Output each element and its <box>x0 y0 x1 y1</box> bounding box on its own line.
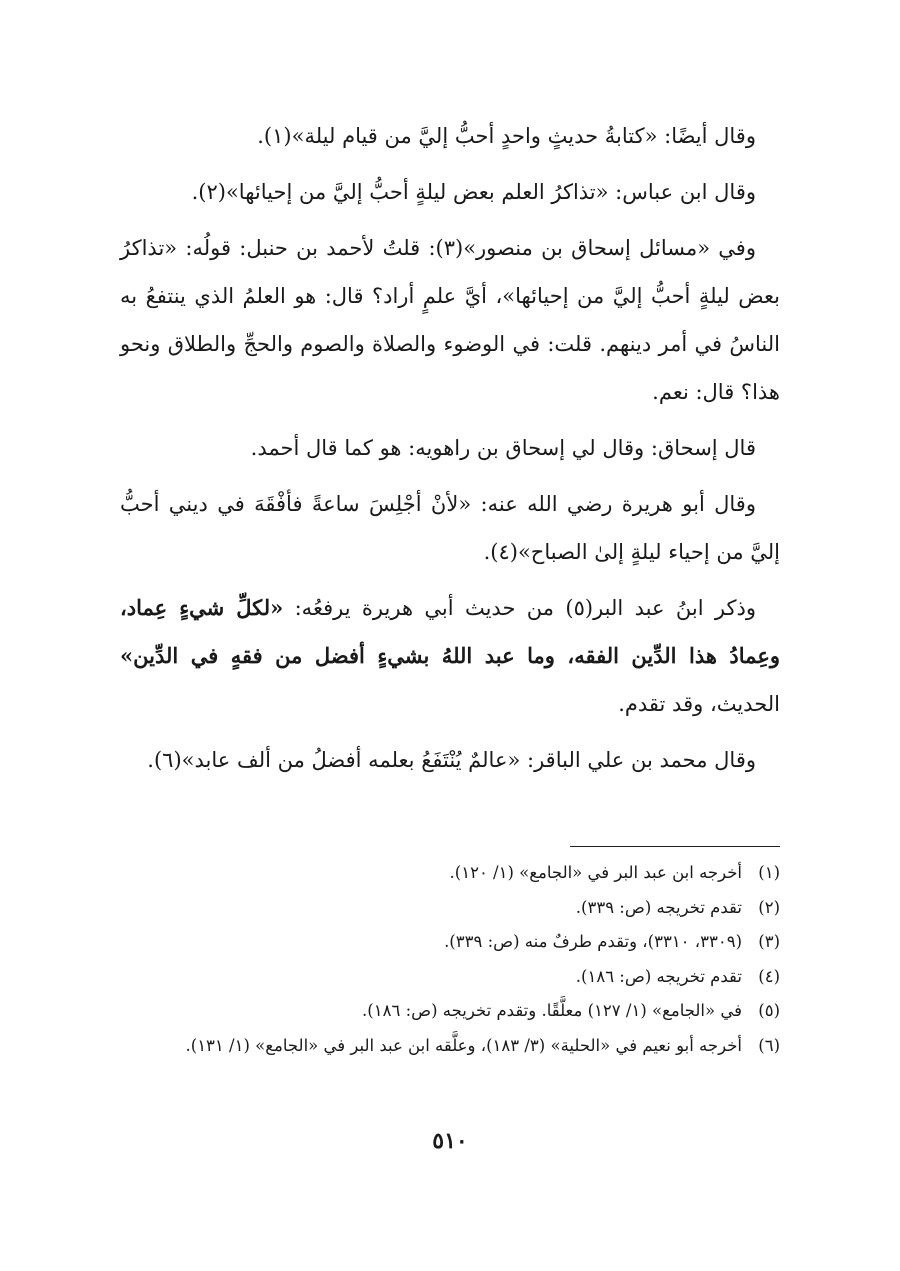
paragraph-4 <box>120 424 780 472</box>
paragraph-text: وقال محمد بن علي الباقر: «عالمٌ يُنْتَفَعُ بعلمه أفضلُ من ألف عابد»(٦). <box>147 748 756 772</box>
paragraph-text: الحديث، وقد تقدم. <box>618 692 780 716</box>
paragraph-text: قال إسحاق: وقال لي إسحاق بن راهويه: هو كما قال أحمد. <box>250 436 756 460</box>
paragraph-6 <box>120 584 780 728</box>
page-number: ٥١٠ <box>432 1128 468 1154</box>
footnote-6 <box>120 1029 780 1064</box>
footnote-text: أخرجه ابن عبد البر في «الجامع» (١/ ١٢٠). <box>449 863 742 882</box>
footnote-text: تقدم تخريجه (ص: ٣٣٩). <box>575 897 742 917</box>
paragraph-text: وقال أبو هريرة رضي الله عنه: «لأنْ أجْلِسَ ساعةً فأفْقَهَ في ديني أحبُّ إليَّ من إحياء ليلةٍ إلىٰ الصباح»(٤). <box>120 492 780 564</box>
footnote-1 <box>120 856 780 891</box>
footnote-5 <box>120 994 780 1029</box>
paragraph-text: وفي «مسائل إسحاق بن منصور»(٣): قلتُ لأحمد بن حنبل: قولُه: «تذاكرُ بعض ليلةٍ أحبُّ إليَّ من إحيائها»، أيَّ علمٍ أراد؟ قال: هو العلمُ الذي ينتفعُ به الناسُ في أمر دينهم. قلت: في الوضوء والصلاة والصوم والحجِّ والطلاق ونحو هذا؟ قال: نعم. <box>120 236 780 404</box>
paragraph-text: وقال ابن عباس: «تذاكرُ العلم بعض ليلةٍ أحبُّ إليَّ من إحيائها»(٢). <box>191 180 756 204</box>
footnote-2 <box>120 891 780 926</box>
paragraph-7 <box>120 736 780 784</box>
paragraph-2 <box>120 168 780 216</box>
paragraph-5 <box>120 480 780 576</box>
footnote-number: (١) <box>758 863 780 882</box>
paragraph-1 <box>120 112 780 160</box>
footnote-text: تقدم تخريجه (ص: ١٨٦). <box>575 966 742 986</box>
footnotes <box>120 856 780 1063</box>
footnote-text: أخرجه أبو نعيم في «الحلية» (٣/ ١٨٣)، وعلَّقه ابن عبد البر في «الجامع» (١/ ١٣١). <box>185 1035 742 1055</box>
footnote-number: (٣) <box>758 932 780 951</box>
hadith-quote: «لكلِّ شيءٍ عِماد، وعِمادُ هذا الدِّين الفقه، وما عبد اللهُ بشيءٍ أفضل من فقهٍ في الدِّين» <box>120 595 780 668</box>
footnote-text: في «الجامع» (١/ ١٢٧) معلَّقًا. وتقدم تخريجه (ص: ١٨٦). <box>362 1001 742 1020</box>
footnote-separator <box>570 846 780 847</box>
footnote-text: (٣٣٠٩، ٣٣١٠)، وتقدم طرفٌ منه (ص: ٣٣٩). <box>444 932 742 951</box>
footnote-number: (٥) <box>758 1001 780 1020</box>
footnote-number: (٦) <box>758 1035 780 1055</box>
main-text <box>120 112 780 792</box>
footnote-4 <box>120 960 780 995</box>
footnote-3 <box>120 925 780 960</box>
footnote-number: (٢) <box>758 897 780 917</box>
paragraph-3 <box>120 224 780 416</box>
footnote-number: (٤) <box>758 966 780 986</box>
paragraph-text: وذكر ابنُ عبد البر(٥) من حديث أبي هريرة يرفعُه: <box>283 596 756 620</box>
body-paragraphs <box>120 112 780 784</box>
paragraph-text: وقال أيضًا: «كتابةُ حديثٍ واحدٍ أحبُّ إليَّ من قيام ليلة»(١). <box>257 124 756 148</box>
